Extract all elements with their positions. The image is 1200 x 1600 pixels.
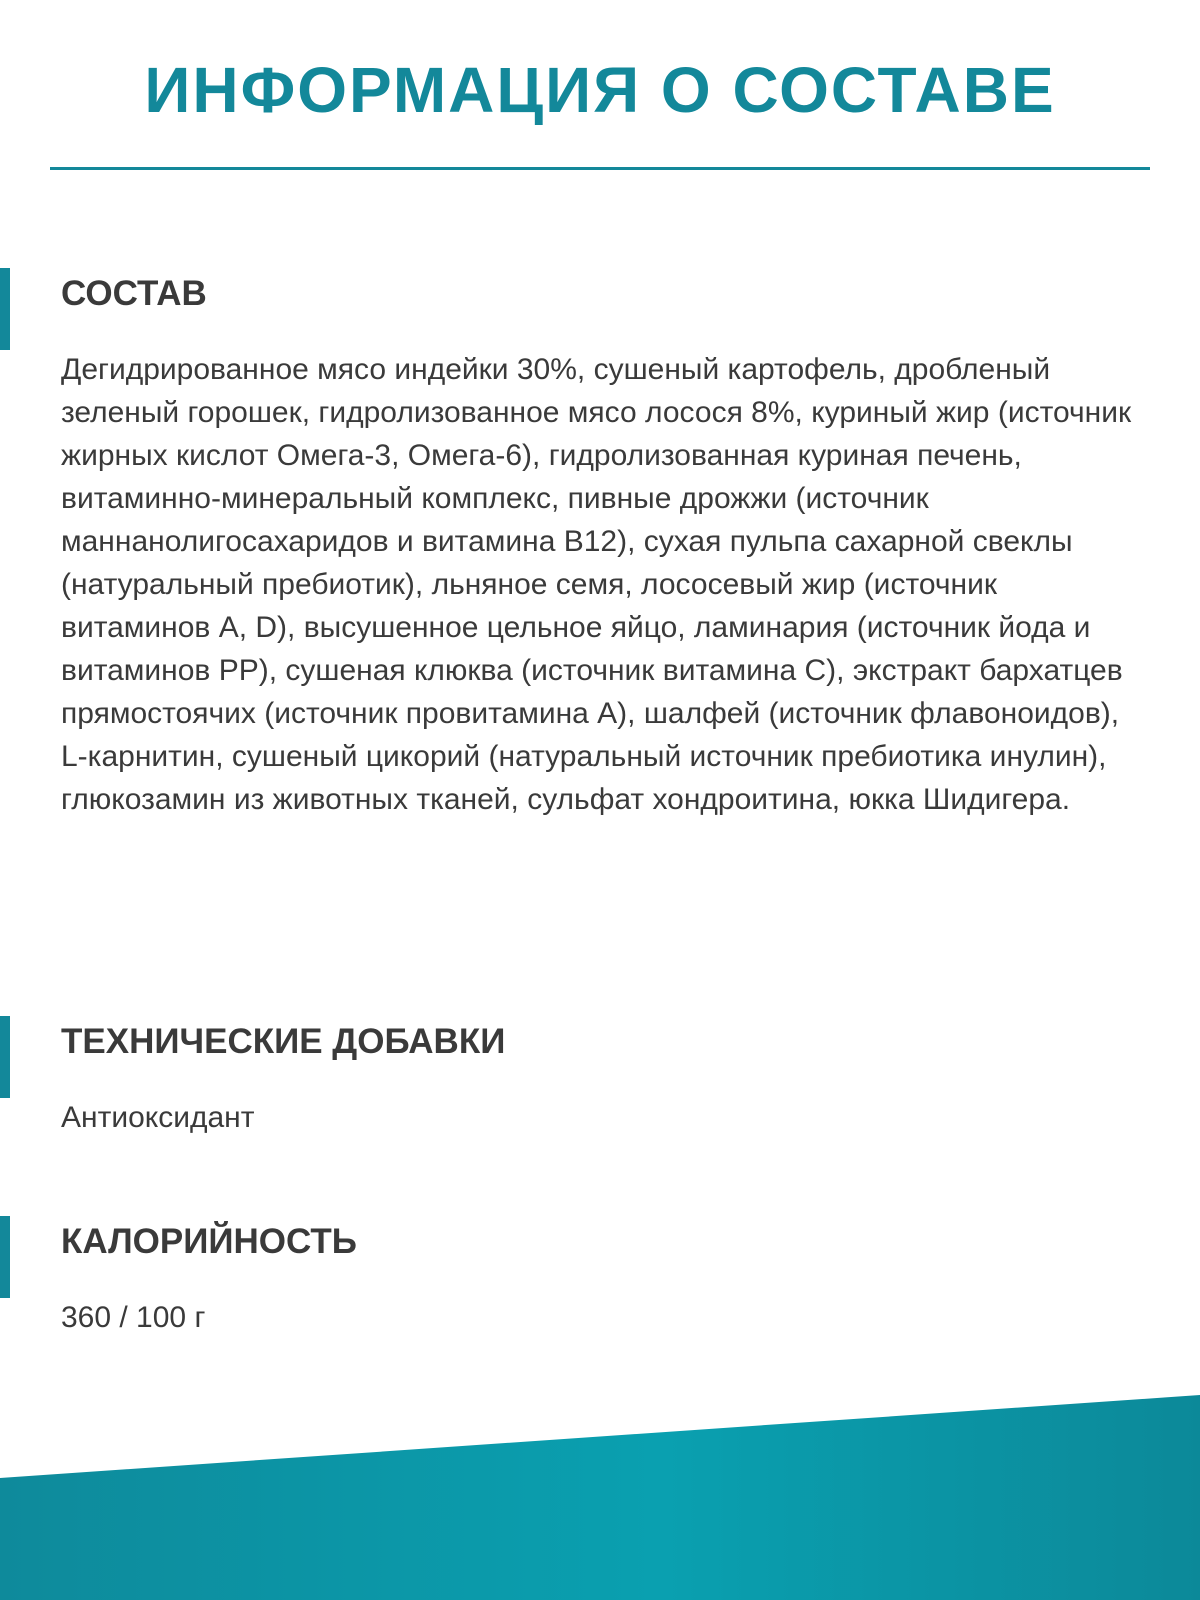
section-accent-bar — [0, 1216, 10, 1298]
footer-diagonal-shape — [0, 1395, 1200, 1600]
title-divider — [50, 167, 1150, 170]
calories-text: 360 / 100 г — [61, 1301, 206, 1334]
technical-additives-heading: ТЕХНИЧЕСКИЕ ДОБАВКИ — [61, 1022, 506, 1061]
section-accent-bar — [0, 1016, 10, 1098]
composition-text: Дегидрированное мясо индейки 30%, сушеный картофель, дробленый зеленый горошек, гидролизованное мясо лосося 8%, куриный жир (источник жирных кислот Омега-3, Омега-6), гидролизованная куриная печень, витаминно-минеральный комплекс, пивные дрожжи (источник маннанолигосахаридов и витамина B12), сухая пульпа сахарной свеклы (натуральный пребиотик), льняное семя, лососевый жир (источник витаминов A, D), высушенное цельное яйцо, ламинария (источник йода и витаминов PP), сушеная клюква (источник витамина C), экстракт бархатцев прямостоячих (источник провитамина A), шалфей (источник флавоноидов), L-карнитин, сушеный цикорий (натуральный источник пребиотика инулин), глюкозамин из животных тканей, сульфат хондроитина, юкка Шидигера. — [61, 353, 1132, 816]
footer-decorative-band — [0, 1380, 1200, 1600]
composition-heading: СОСТАВ — [61, 274, 207, 313]
page-title: ИНФОРМАЦИЯ О СОСТАВЕ — [144, 54, 1056, 126]
technical-additives-text: Антиоксидант — [61, 1101, 255, 1134]
section-accent-bar — [0, 268, 10, 350]
calories-heading: КАЛОРИЙНОСТЬ — [61, 1222, 357, 1261]
